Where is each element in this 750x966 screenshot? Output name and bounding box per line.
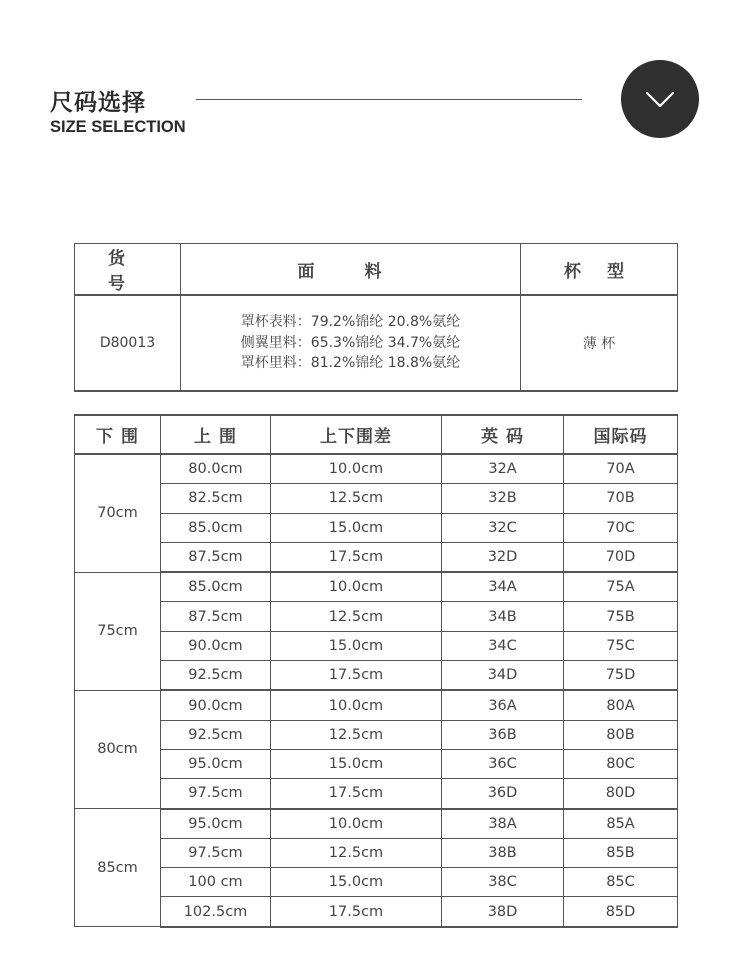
table-row [75,749,678,778]
bust-cell: 87.5cm [161,602,271,631]
section-subtitle: SIZE SELECTION [50,118,186,136]
uk-size-cell: 36D [442,779,564,809]
difference-cell: 10.0cm [271,690,442,720]
intl-size-cell: 80B [564,720,678,749]
difference-cell: 10.0cm [271,809,442,839]
difference-cell: 10.0cm [271,454,442,484]
table-row [75,484,678,513]
underbust-cell: 80cm [75,690,161,808]
uk-size-cell: 32A [442,454,564,484]
intl-size-cell: 80A [564,690,678,720]
difference-cell: 17.5cm [271,542,442,572]
bust-cell: 82.5cm [161,484,271,513]
cup-type-cell: 薄 杯 [521,295,678,391]
difference-cell: 12.5cm [271,602,442,631]
difference-cell: 12.5cm [271,484,442,513]
bust-cell: 97.5cm [161,838,271,867]
difference-cell: 17.5cm [271,779,442,809]
intl-size-cell: 75D [564,661,678,691]
fabric-table [74,243,678,392]
uk-size-cell: 32B [442,484,564,513]
uk-size-cell: 34C [442,631,564,660]
header-bust: 上 围 [161,415,271,454]
bust-cell: 95.0cm [161,749,271,778]
section-title: 尺码选择 [50,90,146,116]
header-cup-type: 杯 型 [521,244,678,296]
bust-cell: 80.0cm [161,454,271,484]
bust-cell: 85.0cm [161,572,271,602]
uk-size-cell: 38C [442,868,564,897]
intl-size-cell: 80C [564,749,678,778]
fabric-row [75,295,678,391]
intl-size-cell: 85A [564,809,678,839]
uk-size-cell: 34D [442,661,564,691]
header-item-no: 货 号 [75,244,181,296]
table-row [75,809,678,839]
bust-cell: 100 cm [161,868,271,897]
table-row [75,868,678,897]
uk-size-cell: 36C [442,749,564,778]
intl-size-cell: 70D [564,542,678,572]
bust-cell: 95.0cm [161,809,271,839]
bust-cell: 92.5cm [161,720,271,749]
table-row [75,602,678,631]
difference-cell: 12.5cm [271,838,442,867]
fabric-line: 侧翼里料：65.3%锦纶 34.7%氨纶 [240,334,461,351]
bust-cell: 90.0cm [161,631,271,660]
uk-size-cell: 32C [442,513,564,542]
bust-cell: 97.5cm [161,779,271,809]
size-header-row [75,415,678,454]
difference-cell: 17.5cm [271,897,442,927]
intl-size-cell: 70B [564,484,678,513]
intl-size-cell: 80D [564,779,678,809]
uk-size-cell: 38B [442,838,564,867]
chevron-down-icon [621,60,699,138]
fabric-cell [181,295,521,391]
table-row [75,661,678,691]
underbust-cell: 75cm [75,572,161,690]
table-row [75,513,678,542]
underbust-cell: 70cm [75,454,161,572]
difference-cell: 10.0cm [271,572,442,602]
uk-size-cell: 36B [442,720,564,749]
fabric-line: 罩杯表料：79.2%锦纶 20.8%氨纶 [240,314,461,331]
bust-cell: 102.5cm [161,897,271,927]
difference-cell: 15.0cm [271,749,442,778]
uk-size-cell: 38A [442,809,564,839]
header-underbust: 下 围 [75,415,161,454]
bust-cell: 87.5cm [161,542,271,572]
bust-cell: 92.5cm [161,661,271,691]
table-row [75,542,678,572]
title-divider [196,99,582,100]
intl-size-cell: 75B [564,602,678,631]
header-difference: 上下围差 [271,415,442,454]
table-row [75,690,678,720]
table-row [75,454,678,484]
uk-size-cell: 38D [442,897,564,927]
header-fabric: 面 料 [181,244,521,296]
intl-size-cell: 85D [564,897,678,927]
table-row [75,720,678,749]
uk-size-cell: 32D [442,542,564,572]
intl-size-cell: 85B [564,838,678,867]
header-uk-size: 英 码 [442,415,564,454]
intl-size-cell: 75C [564,631,678,660]
fabric-line: 罩杯里料：81.2%锦纶 18.8%氨纶 [240,355,461,372]
intl-size-cell: 70A [564,454,678,484]
fabric-header-row [75,244,678,296]
difference-cell: 17.5cm [271,661,442,691]
intl-size-cell: 70C [564,513,678,542]
difference-cell: 15.0cm [271,513,442,542]
intl-size-cell: 75A [564,572,678,602]
underbust-cell: 85cm [75,809,161,927]
uk-size-cell: 34B [442,602,564,631]
difference-cell: 12.5cm [271,720,442,749]
size-table [74,414,678,928]
table-row [75,779,678,809]
table-row [75,572,678,602]
bust-cell: 90.0cm [161,690,271,720]
difference-cell: 15.0cm [271,868,442,897]
table-row [75,838,678,867]
header-intl-size: 国际码 [564,415,678,454]
collapse-toggle-button[interactable] [621,60,699,138]
table-row [75,631,678,660]
uk-size-cell: 34A [442,572,564,602]
table-row [75,897,678,927]
bust-cell: 85.0cm [161,513,271,542]
difference-cell: 15.0cm [271,631,442,660]
intl-size-cell: 85C [564,868,678,897]
uk-size-cell: 36A [442,690,564,720]
item-no-cell: D80013 [75,295,181,391]
